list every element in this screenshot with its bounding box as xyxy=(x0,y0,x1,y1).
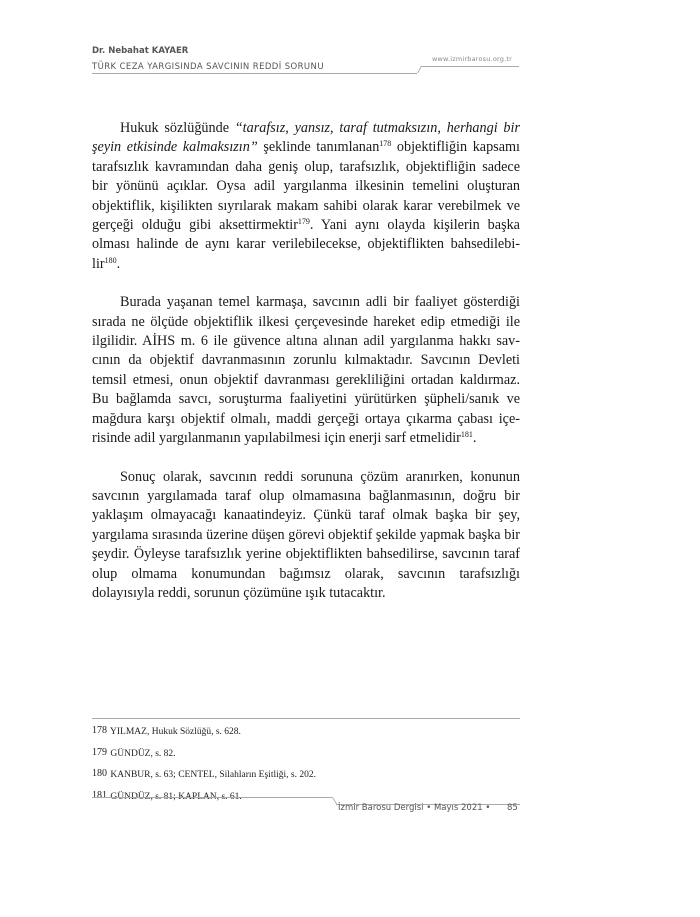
body-text xyxy=(92,119,520,603)
footnote-ref-181: 181 xyxy=(460,430,473,440)
footnote-number: 180 xyxy=(92,768,107,779)
footnote-separator xyxy=(92,718,520,719)
footnote-text: KANBUR, s. 63; CENTEL, Silahların Eşitliği, s. 202. xyxy=(110,770,316,780)
footnote-ref-179: 179 xyxy=(297,217,310,227)
footnote-ref-178: 178 xyxy=(379,139,392,149)
page-number: 85 xyxy=(507,803,518,813)
paragraph-1-text-e: . xyxy=(116,255,121,272)
paragraph-2-text-a: Burada yaşanan temel karmaşa, savcının adli bir faaliyet gösterdiği sırada ne ölçüde objektiflik ilkesi çerçevesinde hareket edip etmediği ile ilgilidir. AİHS m. 6 ile güvence altına alınan adil yargılanma hakkı savcının da objektif davranmasının zorunlu kılmaktadır. Savcının Devleti temsil etmesi, onun objektif davranması gerekliliğini ortadan kaldırmaz. Bu bağlamda savcı, soruşturma faaliyetini yürütürken şüpheli/sanık ve mağdura karşı objektif olmalı, maddi gerçeği ortaya çıkarma çabası içerisinde adil yargılanmanın yapılabilmesi için enerji sarf etmelidir xyxy=(92,294,520,447)
paragraph-1-text-c: objektifliğin kapsamı tarafsızlık kavramından daha geniş olup, tarafsızlık, objektifliğin sadece bir yönünü açıklar. Oysa adil yargılanma ilkesinin temelini oluşturan objektiflik, kişilikten sıyrılarak makam sahibi olarak karar verebilmek ve gerçeği olduğu gibi aksettirmektir xyxy=(92,139,520,234)
paragraph-2 xyxy=(92,293,520,448)
footnotes xyxy=(92,726,520,812)
footnote-text: GÜNDÜZ, s. 82. xyxy=(110,748,176,759)
footnote-ref-180: 180 xyxy=(104,255,117,265)
header-author: Dr. Nebahat KAYAER xyxy=(92,46,189,56)
footnote-text: GÜNDÜZ, s. 81; KAPLAN, s. 61. xyxy=(110,791,242,802)
footnote-number: 181 xyxy=(92,789,107,801)
header-article-title: TÜRK CEZA YARGISINDA SAVCININ REDDİ SORUNU xyxy=(92,62,324,72)
footer-rule-left xyxy=(92,797,332,798)
header-rule-bend xyxy=(417,66,430,73)
header-rule-right xyxy=(421,66,519,67)
paragraph-3-text: Sonuç olarak, savcının reddi sorununa çözüm aranırken, konunun savcının yargılamada taraf olup olmamasına bağlanmasının, doğru bir yaklaşım olmayacağı kanaatindeyiz. Çünkü taraf olmak başka bir şey, yargılama sırasında üzerine düşen görevi objektif şekilde yapmak başka bir şeydir. Öyleyse tarafsızlık yerine objektiflikten bahsedilirse, savcının taraf olup olmama konumundan bağımsız olarak, savcının tarafsızlığı dolayısıyla reddi, sorunun çözümüne ışık tutacaktır. xyxy=(92,468,520,601)
paragraph-1-quote: “tarafsız, yansız, taraf tutmaksızın, herhangi bir şeyin etkisinde kalmaksızın” xyxy=(92,120,520,156)
footnote-number: 179 xyxy=(92,746,107,758)
footnote-179 xyxy=(92,748,520,759)
footer-journal: İzmir Barosu Dergisi • Mayıs 2021 • xyxy=(338,803,491,813)
footnote-178 xyxy=(92,726,520,737)
paragraph-2-text-b: . xyxy=(472,430,477,447)
paragraph-3 xyxy=(92,468,520,604)
paragraph-1-text-a: Hukuk sözlüğünde xyxy=(120,120,235,136)
footnote-text: YILMAZ, Hukuk Sözlüğü, s. 628. xyxy=(110,727,241,737)
footnote-180 xyxy=(92,769,520,780)
footnote-number: 178 xyxy=(92,725,107,736)
header-website: www.izmirbarosu.org.tr xyxy=(432,55,512,63)
paragraph-1 xyxy=(92,119,520,274)
footnote-181 xyxy=(92,791,520,802)
paragraph-1-text-b: şeklinde tanımlanan xyxy=(257,139,380,156)
header-rule xyxy=(92,73,417,74)
paragraph-1-text-d: . Yani aynı olayda kişilerin başka olması halinde de aynı karar verilebilecekse, objektiflikten bahsedilebilir xyxy=(92,217,520,272)
